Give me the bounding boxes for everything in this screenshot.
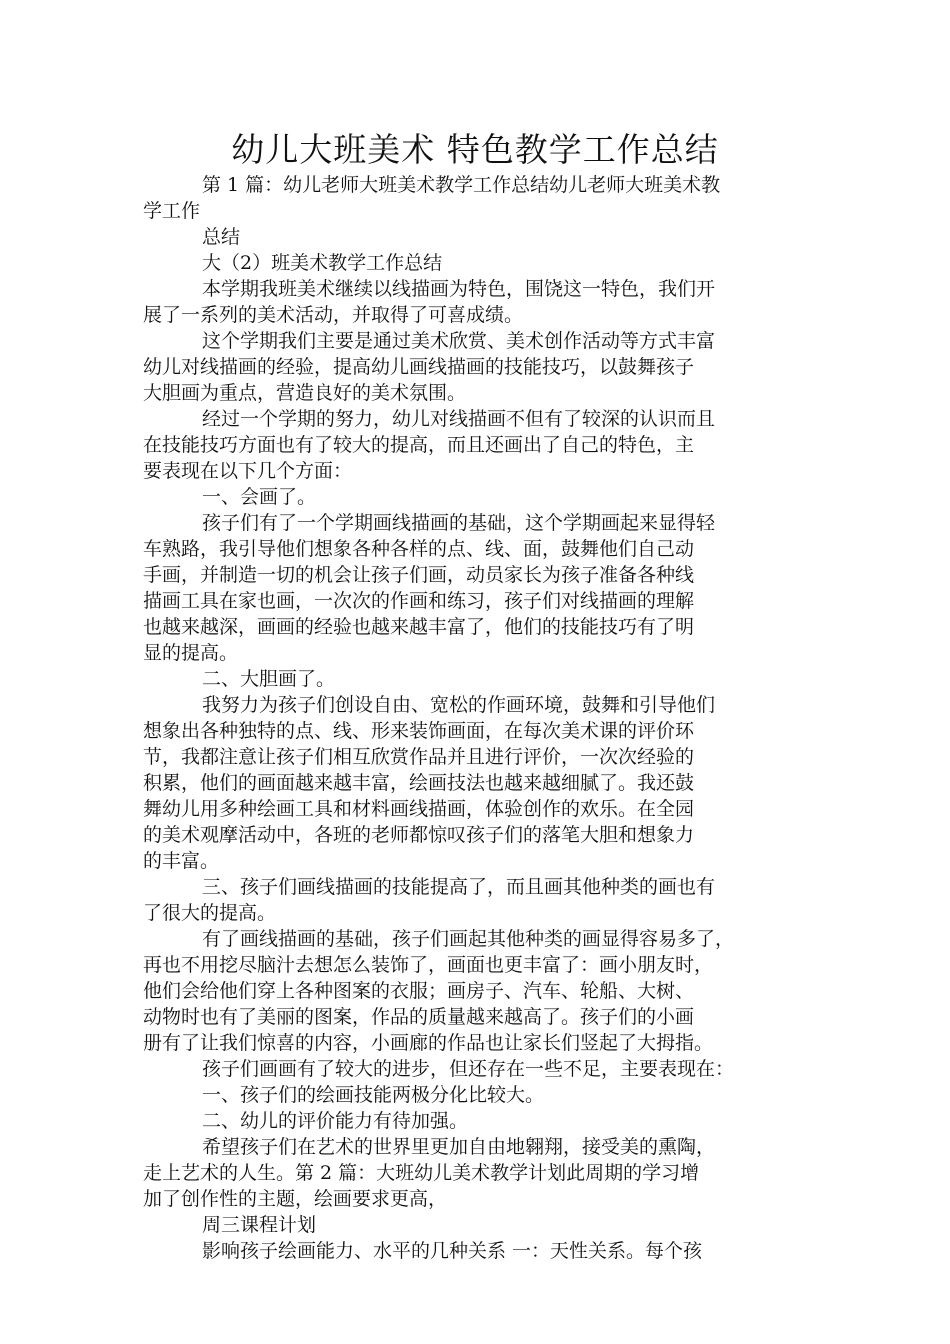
text-line: 了很大的提高。	[143, 902, 277, 924]
text-line: 二、大胆画了。	[202, 668, 336, 690]
text-line: 一、会画了。	[202, 486, 317, 508]
text-line: 舞幼儿用多种绘画工具和材料画线描画，体验创作的欢乐。在全园	[143, 798, 695, 820]
text-line: 在技能技巧方面也有了较大的提高，而且还画出了自己的特色，主	[143, 434, 695, 456]
text-line: 走上艺术的人生。第 2 篇：大班幼儿美术教学计划此周期的学习增	[143, 1162, 700, 1184]
text-line: 显的提高。	[143, 642, 239, 664]
text-line: 大（2）班美术教学工作总结	[202, 252, 443, 274]
text-line: 节，我都注意让孩子们相互欣赏作品并且进行评价，一次次经验的	[143, 746, 695, 768]
text-line: 手画，并制造一切的机会让孩子们画，动员家长为孩子准备各种线	[143, 564, 695, 586]
text-line: 这个学期我们主要是通过美术欣赏、美术创作活动等方式丰富	[202, 330, 716, 352]
document-body	[143, 172, 823, 1264]
text-line: 要表现在以下几个方面：	[143, 460, 353, 482]
text-line: 幼儿对线描画的经验，提高幼儿画线描画的技能技巧，以鼓舞孩子	[143, 356, 695, 378]
text-line: 孩子们有了一个学期画线描画的基础，这个学期画起来显得轻	[202, 512, 716, 534]
text-line: 车熟路，我引导他们想象各种各样的点、线、面，鼓舞他们自己动	[143, 538, 695, 560]
text-line: 再也不用挖尽脑汁去想怎么装饰了，画面也更丰富了：画小朋友时，	[143, 954, 714, 976]
text-line: 影响孩子绘画能力、水平的几种关系 一：天性关系。每个孩	[202, 1240, 703, 1262]
text-line: 积累，他们的画面越来越丰富，绘画技法也越来越细腻了。我还鼓	[143, 772, 695, 794]
text-line: 孩子们画画有了较大的进步，但还存在一些不足，主要表现在：	[202, 1058, 735, 1080]
text-line: 三、孩子们画线描画的技能提高了，而且画其他种类的画也有	[202, 876, 716, 898]
text-line: 第 1 篇：幼儿老师大班美术教学工作总结幼儿老师大班美术教	[202, 174, 721, 196]
text-line: 动物时也有了美丽的图案，作品的质量越来越高了。孩子们的小画	[143, 1006, 695, 1028]
text-line: 册有了让我们惊喜的内容，小画廊的作品也让家长们竖起了大拇指。	[143, 1032, 714, 1054]
text-line: 想象出各种独特的点、线、形来装饰画面，在每次美术课的评价环	[143, 720, 695, 742]
text-line: 展了一系列的美术活动，并取得了可喜成绩。	[143, 304, 524, 326]
text-line: 大胆画为重点，营造良好的美术氛围。	[143, 382, 467, 404]
text-line: 的丰富。	[143, 850, 220, 872]
text-line: 一、孩子们的绘画技能两极分化比较大。	[202, 1084, 545, 1106]
text-line: 周三课程计划	[202, 1214, 317, 1236]
text-line: 的美术观摩活动中，各班的老师都惊叹孩子们的落笔大胆和想象力	[143, 824, 695, 846]
text-line: 加了创作性的主题，绘画要求更高，	[143, 1188, 448, 1210]
text-line: 有了画线描画的基础，孩子们画起其他种类的画显得容易多了，	[202, 928, 735, 950]
text-line: 也越来越深，画画的经验也越来越丰富了，他们的技能技巧有了明	[143, 616, 695, 638]
text-line: 我努力为孩子们创设自由、宽松的作画环境，鼓舞和引导他们	[202, 694, 716, 716]
text-line: 希望孩子们在艺术的世界里更加自由地翱翔，接受美的熏陶，	[202, 1136, 716, 1158]
text-line: 他们会给他们穿上各种图案的衣服；画房子、汽车、轮船、大树、	[143, 980, 695, 1002]
text-line: 总结	[202, 226, 241, 248]
text-line: 学工作	[143, 200, 201, 222]
text-line: 二、幼儿的评价能力有待加强。	[202, 1110, 469, 1132]
text-line: 经过一个学期的努力，幼儿对线描画不但有了较深的认识而且	[202, 408, 716, 430]
document-title: 幼儿大班美术 特色教学工作总结	[231, 130, 719, 169]
text-line: 描画工具在家也画，一次次的作画和练习，孩子们对线描画的理解	[143, 590, 695, 612]
text-line: 本学期我班美术继续以线描画为特色，围饶这一特色，我们开	[202, 278, 716, 300]
